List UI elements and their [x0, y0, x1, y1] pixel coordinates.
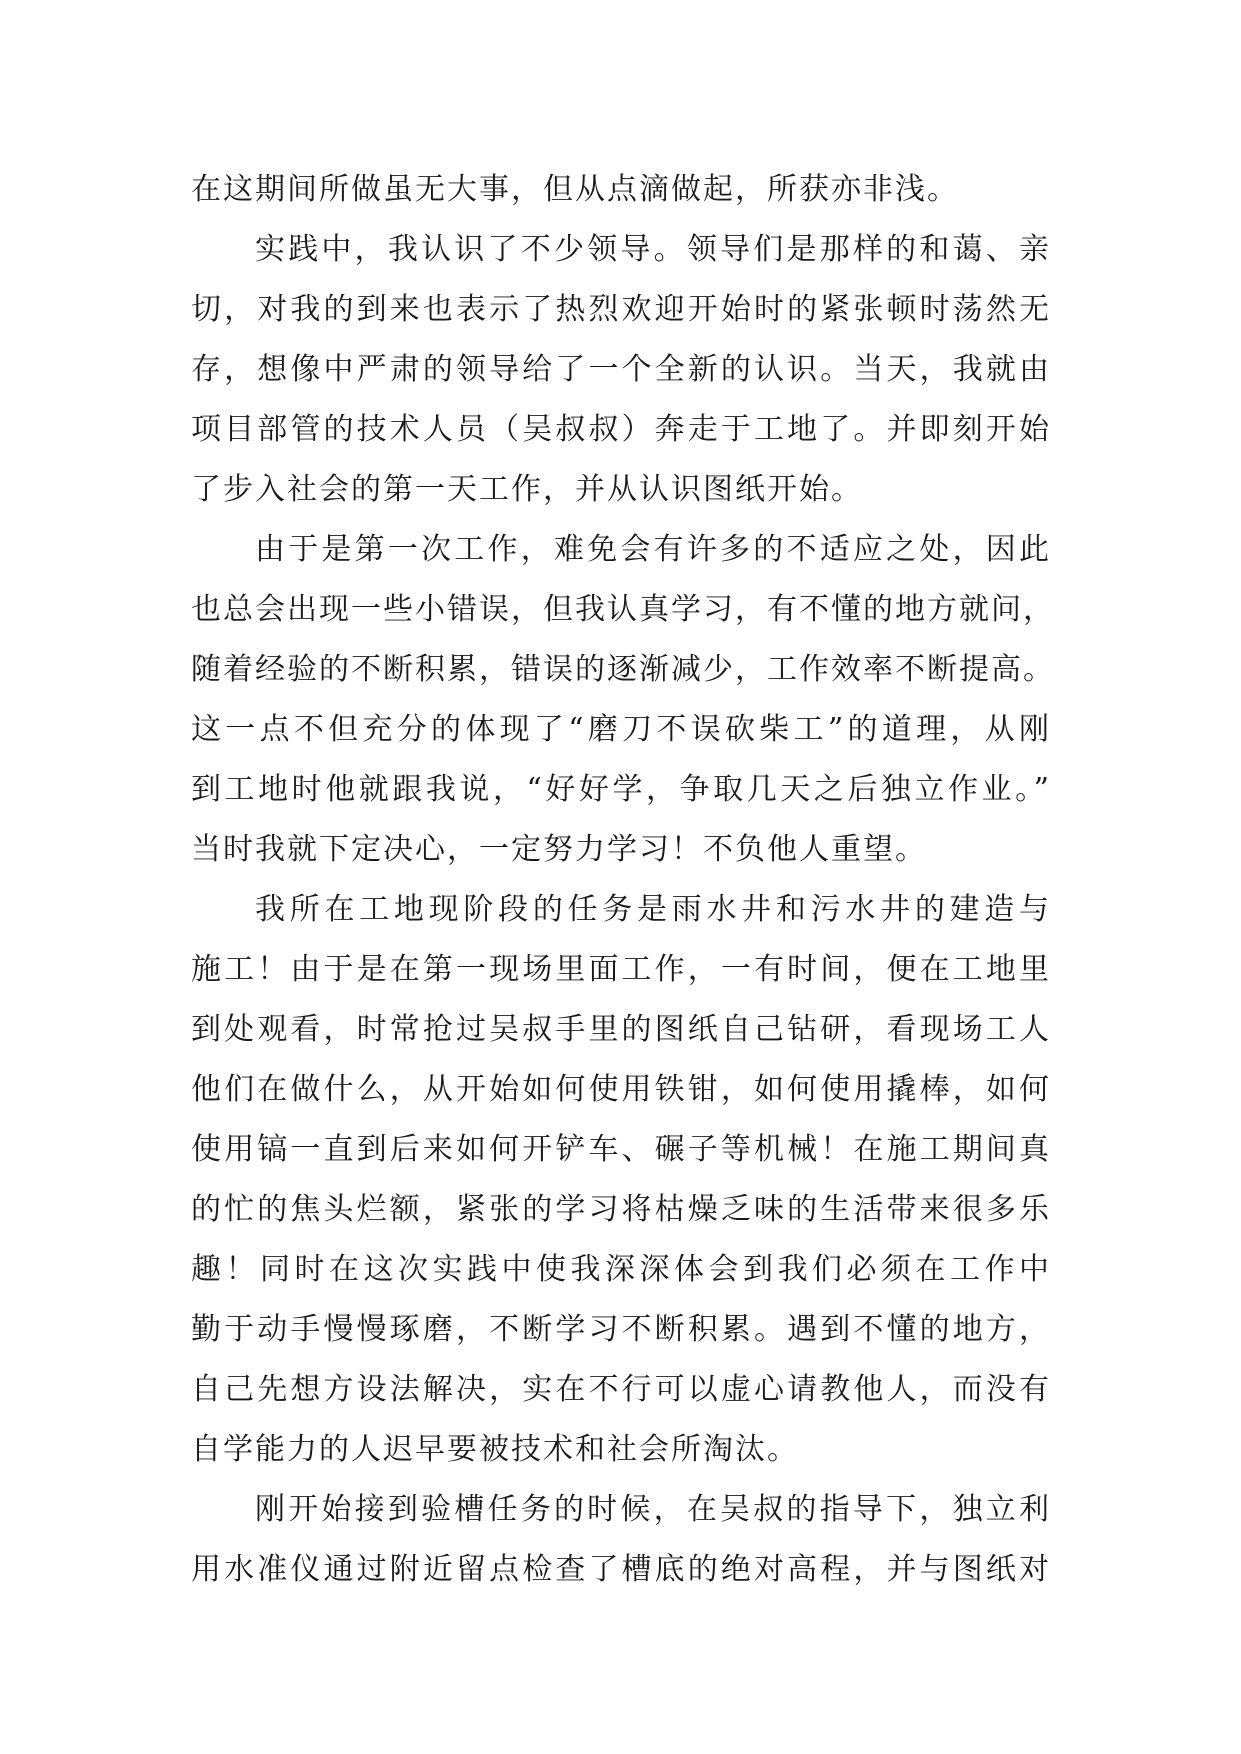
- text-line: 我所在工地现阶段的任务是雨水井和污水井的建造与: [255, 892, 1051, 927]
- text-line: 了步入社会的第一天工作，并从认识图纸开始。: [191, 472, 863, 507]
- text-line: 他们在做什么，从开始如何使用铁钳，如何使用撬棒，如何: [191, 1072, 1051, 1107]
- text-line: 存，想像中严肃的领导给了一个全新的认识。当天，我就由: [191, 352, 1051, 387]
- text-line: 使用镐一直到后来如何开铲车、碾子等机械！在施工期间真: [191, 1132, 1051, 1167]
- text-line: 切，对我的到来也表示了热烈欢迎开始时的紧张顿时荡然无: [191, 292, 1051, 327]
- text-line: 随着经验的不断积累，错误的逐渐减少，工作效率不断提高。: [191, 652, 1055, 687]
- text-line: 这一点不但充分的体现了“磨刀不误砍柴工”的道理，从刚: [191, 712, 1051, 747]
- text-line: 由于是第一次工作，难免会有许多的不适应之处，因此: [255, 532, 1051, 567]
- text-line: 到工地时他就跟我说，“好好学，争取几天之后独立作业。”: [191, 772, 1051, 807]
- body-text: [191, 160, 1055, 1600]
- text-line: 项目部管的技术人员（吴叔叔）奔走于工地了。并即刻开始: [191, 412, 1051, 447]
- text-line: 当时我就下定决心，一定努力学习！不负他人重望。: [191, 832, 927, 867]
- text-line: 勤于动手慢慢琢磨，不断学习不断积累。遇到不懂的地方，: [191, 1312, 1051, 1347]
- text-line: 用水准仪通过附近留点检查了槽底的绝对高程，并与图纸对: [191, 1552, 1051, 1587]
- text-line: 刚开始接到验槽任务的时候，在吴叔的指导下，独立利: [255, 1492, 1051, 1527]
- text-line: 到处观看，时常抢过吴叔手里的图纸自己钻研，看现场工人: [191, 1012, 1051, 1047]
- text-line: 实践中，我认识了不少领导。领导们是那样的和蔼、亲: [255, 232, 1051, 267]
- text-line: 自学能力的人迟早要被技术和社会所淘汰。: [191, 1432, 799, 1467]
- text-line: 自己先想方设法解决，实在不行可以虚心请教他人，而没有: [191, 1372, 1051, 1407]
- text-line: 在这期间所做虽无大事，但从点滴做起，所获亦非浅。: [191, 172, 959, 207]
- text-line: 也总会出现一些小错误，但我认真学习，有不懂的地方就问，: [191, 592, 1055, 627]
- text-line: 趣！同时在这次实践中使我深深体会到我们必须在工作中: [191, 1252, 1051, 1287]
- text-line: 施工！由于是在第一现场里面工作，一有时间，便在工地里: [191, 952, 1051, 987]
- text-line: 的忙的焦头烂额，紧张的学习将枯燥乏味的生活带来很多乐: [191, 1192, 1051, 1227]
